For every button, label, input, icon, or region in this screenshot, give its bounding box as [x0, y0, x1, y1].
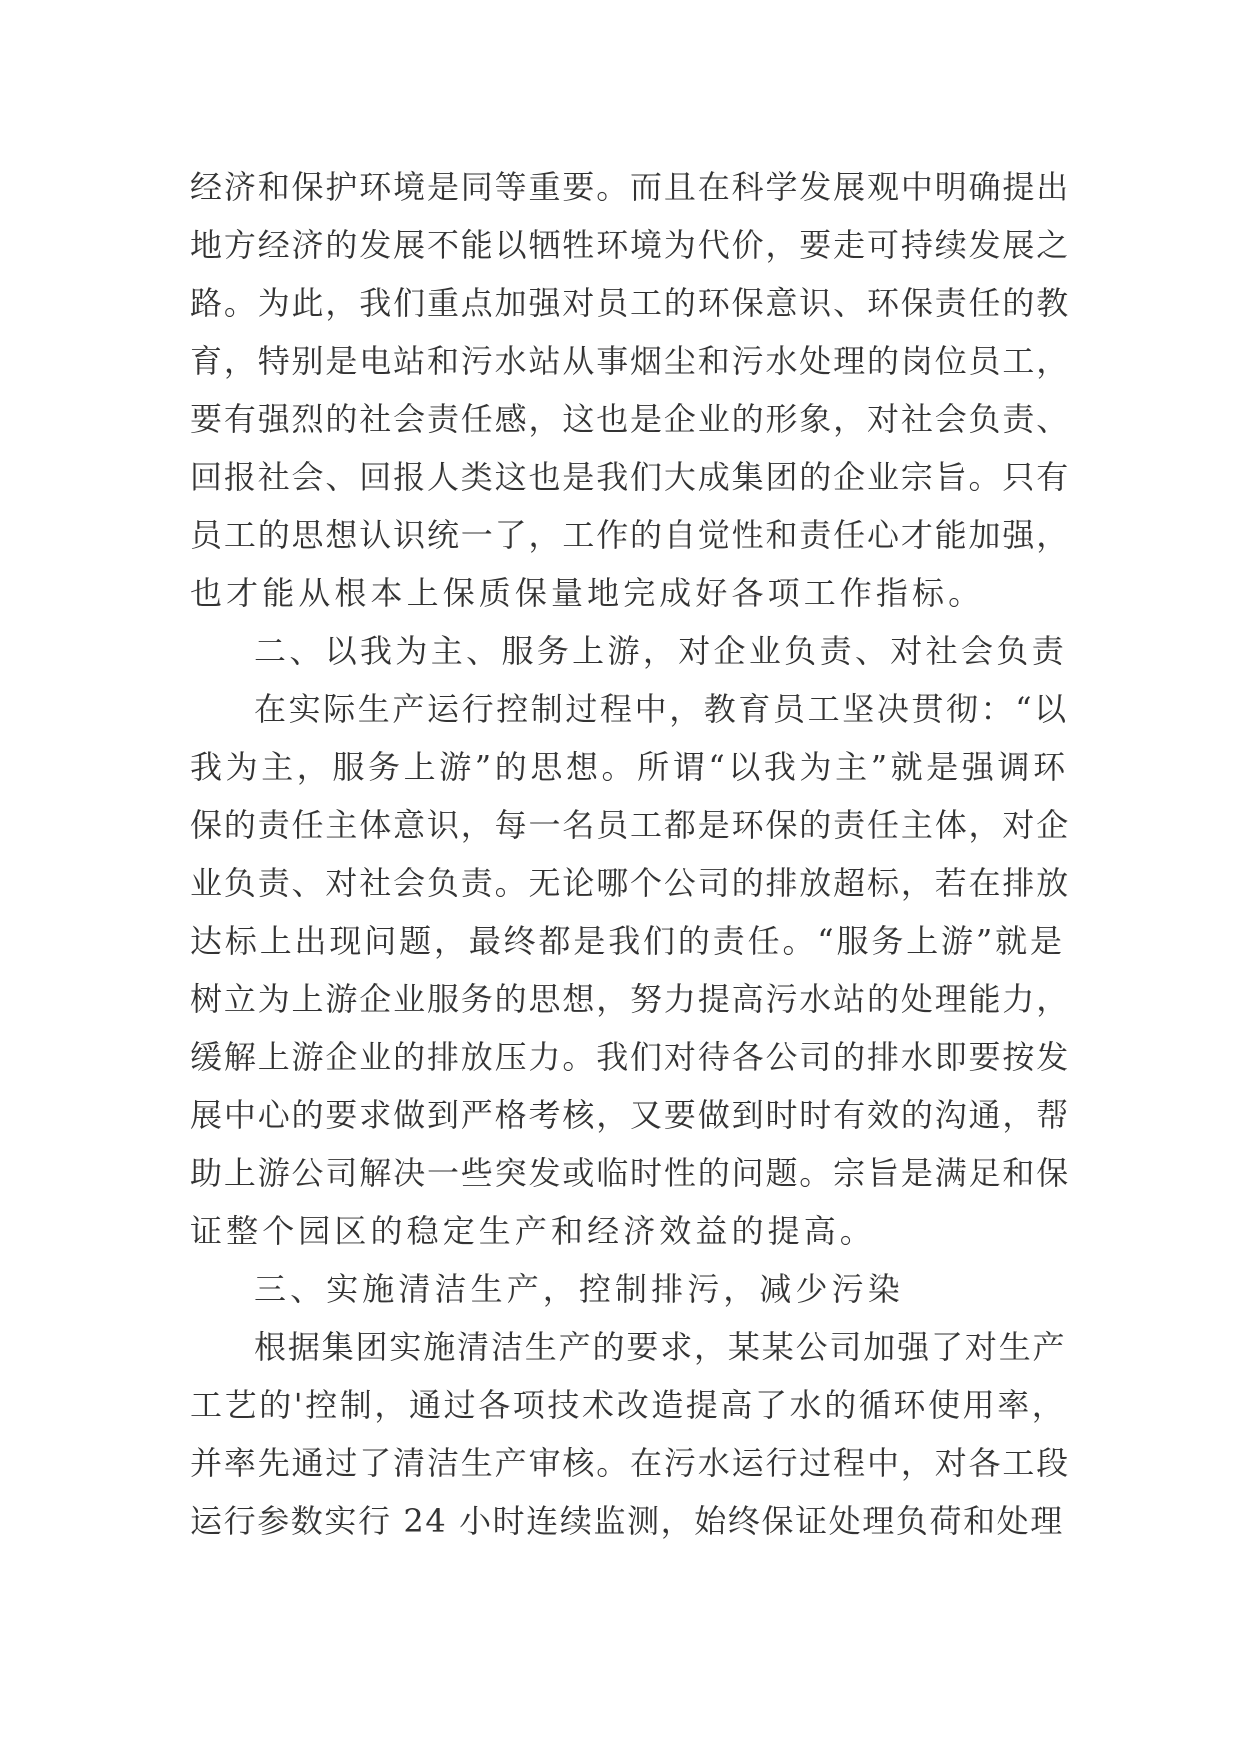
text-line: 树立为上游企业服务的思想，努力提高污水站的处理能力，	[190, 980, 1071, 1018]
text-line: 我为主，服务上游”的思想。所谓“以我为主”就是强调环	[190, 748, 1069, 786]
text-line: 达标上出现问题，最终都是我们的责任。“服务上游”就是	[190, 922, 1065, 960]
text-line: 保的责任主体意识，每一名员工都是环保的责任主体，对企	[190, 806, 1071, 844]
text-line: 缓解上游企业的排放压力。我们对待各公司的排水即要按发	[190, 1038, 1071, 1076]
text-line: 业负责、对社会负责。无论哪个公司的排放超标，若在排放	[190, 864, 1071, 902]
text-line: 经济和保护环境是同等重要。而且在科学发展观中明确提出	[190, 168, 1071, 206]
text-line: 也才能从根本上保质保量地完成好各项工作指标。	[190, 574, 985, 612]
text-line: 员工的思想认识统一了，工作的自觉性和责任心才能加强，	[190, 516, 1071, 554]
text-line: 工艺的'控制，通过各项技术改造提高了水的循环使用率，	[190, 1386, 1067, 1424]
paragraph-first-line: 根据集团实施清洁生产的要求，某某公司加强了对生产	[254, 1328, 1067, 1366]
text-line: 要有强烈的社会责任感，这也是企业的形象，对社会负责、	[190, 400, 1071, 438]
text-line: 助上游公司解决一些突发或临时性的问题。宗旨是满足和保	[190, 1154, 1071, 1192]
paragraph-first-line: 二、以我为主、服务上游，对企业负责、对社会负责	[254, 632, 1068, 670]
paragraph-first-line: 三、实施清洁生产，控制排污，减少污染	[254, 1270, 904, 1308]
text-line: 展中心的要求做到严格考核，又要做到时时有效的沟通，帮	[190, 1096, 1071, 1134]
text-line: 回报社会、回报人类这也是我们大成集团的企业宗旨。只有	[190, 458, 1071, 496]
text-line: 运行参数实行 24 小时连续监测，始终保证处理负荷和处理	[190, 1502, 1064, 1540]
text-line: 育，特别是电站和污水站从事烟尘和污水处理的岗位员工，	[190, 342, 1071, 380]
text-line: 并率先通过了清洁生产审核。在污水运行过程中，对各工段	[190, 1444, 1071, 1482]
paragraph-first-line: 在实际生产运行控制过程中，教育员工坚决贯彻：“以	[254, 690, 1069, 728]
text-line: 证整个园区的稳定生产和经济效益的提高。	[190, 1212, 876, 1250]
text-line: 路。为此，我们重点加强对员工的环保意识、环保责任的教	[190, 284, 1071, 322]
document-body	[190, 158, 1070, 1550]
text-line: 地方经济的发展不能以牺牲环境为代价，要走可持续发展之	[190, 226, 1071, 264]
